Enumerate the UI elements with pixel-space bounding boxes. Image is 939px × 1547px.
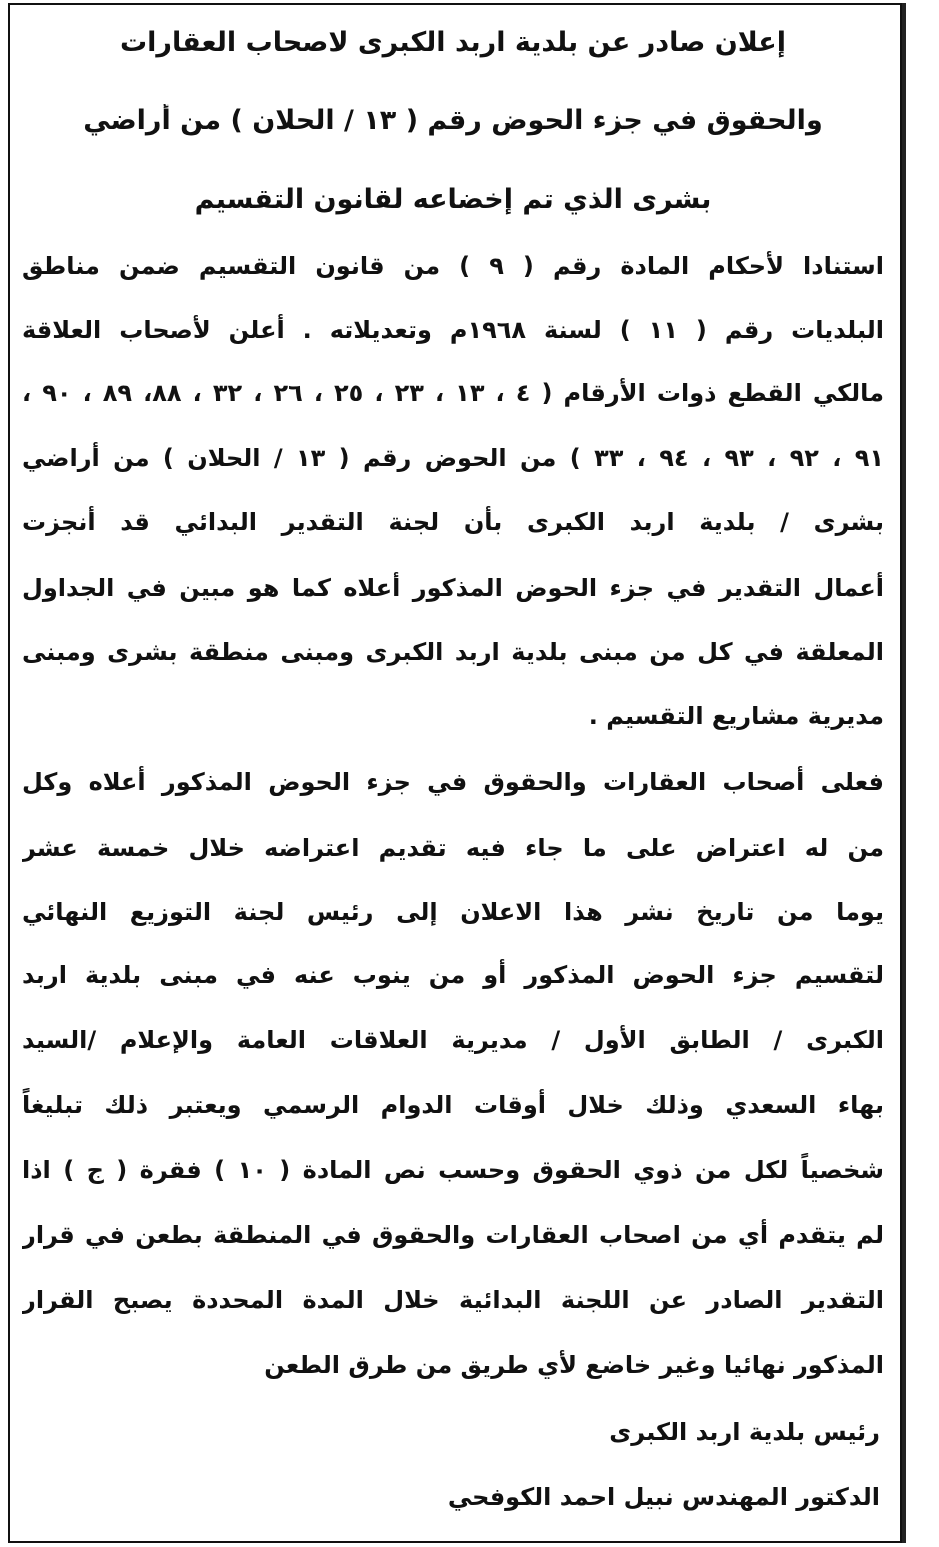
body-line: المعلقة في كل من مبنى بلدية اربد الكبرى ومبنى منطقة بشرى ومبنى (22, 638, 884, 666)
body-line: لتقسيم جزء الحوض المذكور أو من ينوب عنه في مبنى بلدية اربد (22, 961, 884, 989)
body-line: المذكور نهائيا وغير خاضع لأي طريق من طرق الطعن (264, 1351, 884, 1379)
body-line: يوما من تاريخ نشر هذا الاعلان إلى رئيس لجنة التوزيع النهائي (22, 898, 884, 926)
body-line: الكبرى / الطابق الأول / مديرية العلاقات العامة والإعلام /السيد (22, 1026, 884, 1054)
body-line: ٩١ ، ٩٢ ، ٩٣ ، ٩٤ ، ٣٣ ) من الحوض رقم ( ١٣ / الحلان ) من أراضي (22, 444, 884, 472)
body-line: أعمال التقدير في جزء الحوض المذكور أعلاه كما هو مبين في الجداول (22, 574, 884, 602)
title-line: إعلان صادر عن بلدية اربد الكبرى لاصحاب العقارات (120, 27, 786, 58)
body-line: لم يتقدم أي من اصحاب العقارات والحقوق في المنطقة بطعن في قرار (22, 1221, 884, 1249)
title-line: بشرى الذي تم إخضاعه لقانون التقسيم (194, 184, 712, 215)
body-line: مالكي القطع ذوات الأرقام ( ٤ ، ١٣ ، ٢٣ ، ٢٥ ، ٢٦ ، ٣٢ ، ٨٨، ٨٩ ، ٩٠ ، (22, 379, 884, 407)
title-line: والحقوق في جزء الحوض رقم ( ١٣ / الحلان ) من أراضي (83, 105, 823, 136)
body-line: التقدير الصادر عن اللجنة البدائية خلال المدة المحددة يصبح القرار (22, 1286, 884, 1314)
signatory-position: رئيس بلدية اربد الكبرى (609, 1418, 880, 1446)
body-line: استنادا لأحكام المادة رقم ( ٩ ) من قانون التقسيم ضمن مناطق (22, 252, 884, 280)
body-line: شخصياً لكل من ذوي الحقوق وحسب نص المادة ( ١٠ ) فقرة ( ج ) اذا (22, 1156, 884, 1184)
body-line: فعلى أصحاب العقارات والحقوق في جزء الحوض المذكور أعلاه وكل (22, 768, 884, 796)
body-line: بهاء السعدي وذلك خلال أوقات الدوام الرسمي ويعتبر ذلك تبليغاً (22, 1091, 884, 1119)
body-line: مديرية مشاريع التقسيم . (588, 702, 884, 730)
body-line: من له اعتراض على ما جاء فيه تقديم اعتراضه خلال خمسة عشر (22, 834, 884, 862)
signatory-name: الدكتور المهندس نبيل احمد الكوفحي (447, 1483, 880, 1511)
body-line: بشرى / بلدية اربد الكبرى بأن لجنة التقدير البدائي قد أنجزت (22, 508, 884, 536)
body-line: البلديات رقم ( ١١ ) لسنة ١٩٦٨م وتعديلاته . أعلن لأصحاب العلاقة (22, 316, 884, 344)
